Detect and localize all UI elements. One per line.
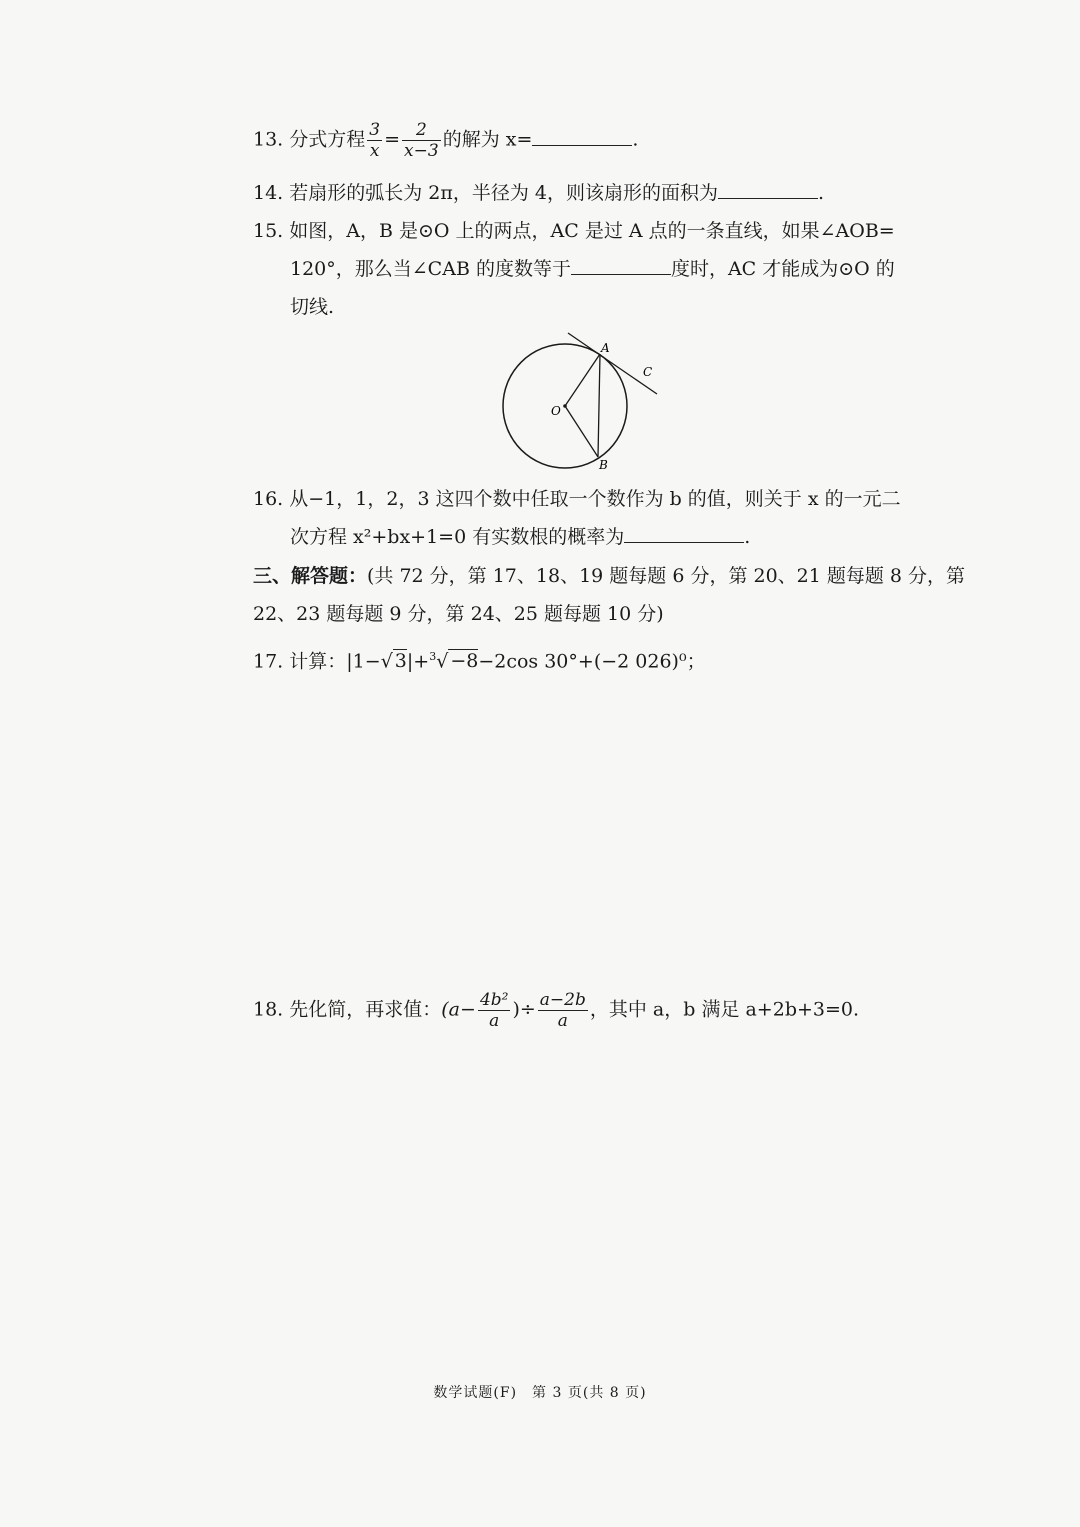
question-14: [253, 174, 913, 212]
q13-text: 分式方程: [289, 128, 366, 151]
question-13: [253, 120, 913, 161]
page-footer: 数学试题(F) 第 3 页(共 8 页): [433, 1385, 647, 1401]
q13-fraction-2: $\frac{2}{x-3}$: [404, 120, 439, 161]
label-o: O: [551, 404, 561, 418]
chord-ab: [598, 354, 600, 457]
label-a: A: [601, 341, 610, 355]
question-15-line-3: 切线.: [290, 296, 335, 318]
question-15-line-1: 15. 如图，A，B 是⊙O 上的两点，AC 是过 A 点的一条直线，如果∠AOB=: [253, 220, 895, 242]
question-18: 18. 先化简，再求值：(a− $\frac{\text{4b²}}{a}$ )÷ $\frac{a-2b}{a}$ ，其中 a，b 满足 a+2b+3=0.: [253, 990, 860, 1031]
q14-answer-blank[interactable]: [718, 180, 818, 199]
section-3-title: 三、解答题：: [253, 565, 368, 587]
q18-fraction-2: $\frac{a-2b}{a}$: [539, 990, 586, 1031]
cube-root: √ −8: [436, 650, 479, 673]
label-c: C: [643, 365, 653, 379]
question-16-line-2: 次方程 x²+bx+1=0 有实数根的概率为 .: [290, 526, 751, 548]
cube-root-index: 3: [429, 650, 437, 663]
segment-ob: [565, 406, 598, 457]
circle-tangent-figure: [490, 328, 670, 478]
section-3-desc-1: (共 72 分，第 17、18、19 题每题 6 分，第 20、21 题每题 8 分，第: [367, 565, 966, 587]
question-17: 17. 计算：|1−√ 3|+$^3$√ −8−2cos 30°+(−2 026)⁰；: [253, 650, 706, 673]
center-point: [563, 404, 567, 408]
q15-answer-blank[interactable]: [571, 256, 671, 275]
question-16-line-1: 16. 从−1，1，2，3 这四个数中任取一个数作为 b 的值，则关于 x 的一元二: [253, 488, 901, 510]
q13-answer-blank[interactable]: [532, 127, 632, 146]
q13-equals: =: [384, 128, 401, 151]
q14-end: .: [818, 182, 825, 204]
q13-tail: 的解为 x=: [442, 128, 533, 151]
q16-answer-blank[interactable]: [624, 524, 744, 543]
sqrt-3: √ 3: [380, 650, 407, 673]
q13-fraction-1: $\frac{3}{x}$: [369, 120, 381, 161]
q13-number: 13.: [253, 128, 284, 151]
line-ac: [568, 333, 657, 394]
q13-end: .: [632, 128, 639, 151]
segment-oa: [565, 354, 600, 406]
section-3-desc-2: 22、23 题每题 9 分，第 24、25 题每题 10 分): [253, 603, 664, 625]
q18-fraction-1: $\frac{\text{4b²}}{a}$: [479, 990, 509, 1031]
question-15-line-2: 120°，那么当∠CAB 的度数等于 度时，AC 才能成为⊙O 的: [290, 258, 895, 280]
section-3-header: [253, 557, 966, 595]
label-b: B: [599, 458, 608, 472]
q14-text: 14. 若扇形的弧长为 2π，半径为 4，则该扇形的面积为: [253, 182, 719, 204]
